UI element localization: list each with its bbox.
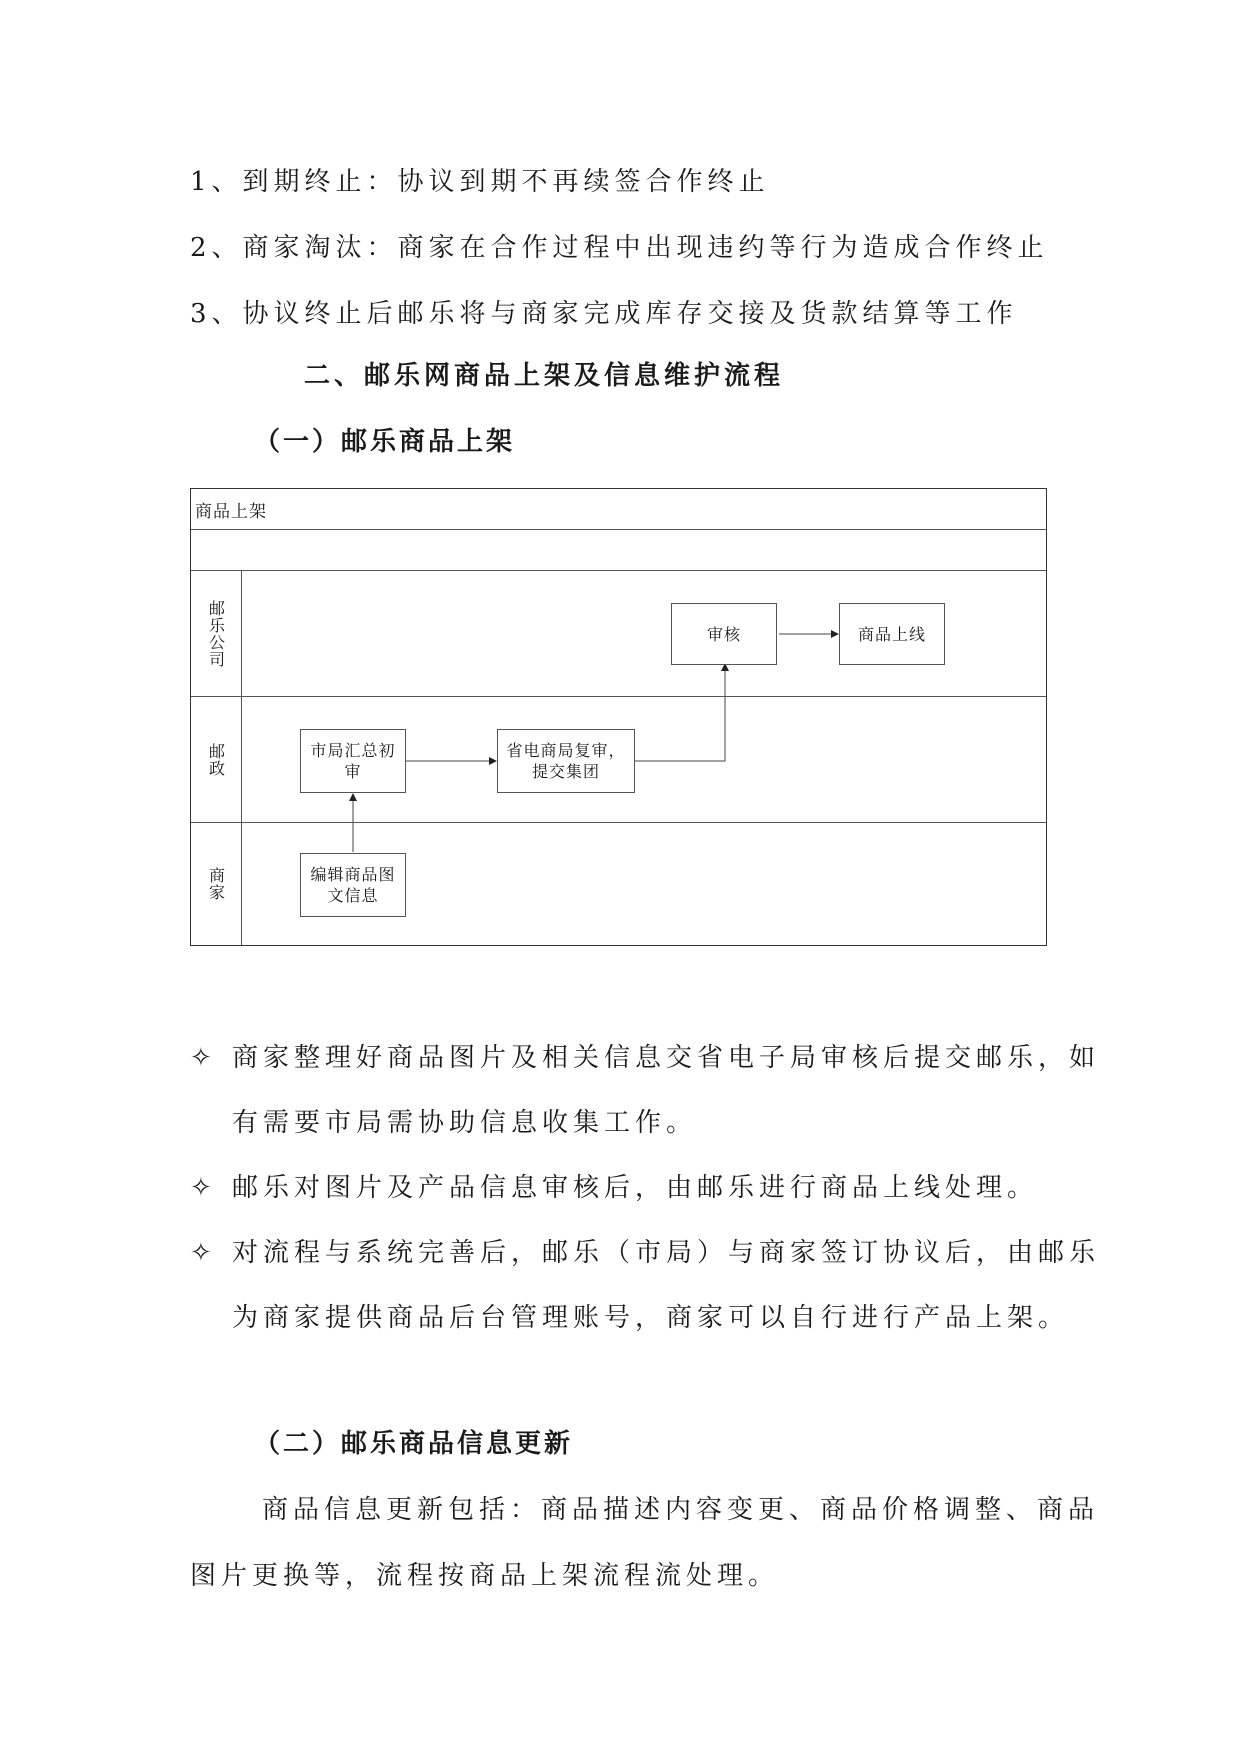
node-province-review [497, 729, 635, 793]
bullet-mark-2: ✧ [190, 1173, 212, 1203]
subsection-2-title: （二）邮乐商品信息更新 [254, 1429, 574, 1459]
listing-flowchart [190, 488, 1047, 946]
bullet-1 [190, 1040, 1100, 1076]
node-online-label: 商品上线 [857, 624, 926, 644]
node-online [839, 603, 945, 665]
node-review-label: 审核 [706, 624, 741, 644]
section-title: 二、邮乐网商品上架及信息维护流程 [304, 361, 785, 391]
update-paragraph-line-2: 图片更换等，流程按商品上架流程流处理。 [190, 1561, 780, 1591]
lane-label-post: 邮政 [206, 742, 226, 777]
node-city-review [300, 729, 406, 793]
bullet-3 [190, 1235, 1100, 1271]
node-province-review-label: 省电商局复审，提交集团 [506, 741, 626, 781]
update-paragraph-line-1: 商品信息更新包括：商品描述内容变更、商品价格调整、商品 [262, 1495, 1100, 1525]
bullet-2-line-1: 邮乐对图片及产品信息审核后，由邮乐进行商品上线处理。 [232, 1173, 1039, 1203]
lane-label-merchant: 商家 [206, 867, 226, 901]
bullet-mark-3: ✧ [190, 1238, 212, 1268]
bullet-1-line-2: 有需要市局需协助信息收集工作。 [232, 1108, 698, 1138]
bullet-3-line-1: 对流程与系统完善后，邮乐（市局）与商家签订协议后，由邮乐 [232, 1238, 1101, 1268]
node-edit-info-label: 编辑商品图文信息 [310, 865, 396, 905]
flowchart-title: 商品上架 [195, 502, 267, 522]
node-edit-info [300, 853, 406, 917]
node-city-review-label: 市局汇总初审 [310, 741, 396, 781]
subsection-1-title: （一）邮乐商品上架 [254, 427, 516, 457]
lane-label-youle: 邮乐公司 [206, 599, 226, 668]
termination-item-3: 3、协议终止后邮乐将与商家完成库存交接及货款结算等工作 [190, 299, 1018, 329]
termination-item-1: 1、到期终止：协议到期不再续签合作终止 [190, 167, 770, 197]
bullet-1-line-1: 商家整理好商品图片及相关信息交省电子局审核后提交邮乐，如 [232, 1043, 1101, 1073]
bullet-mark-1: ✧ [190, 1043, 212, 1073]
bullet-2 [190, 1170, 1038, 1206]
termination-item-2: 2、商家淘汰：商家在合作过程中出现违约等行为造成合作终止 [190, 233, 1049, 263]
arrow-province-to-review [634, 664, 725, 761]
bullet-3-line-2: 为商家提供商品后台管理账号，商家可以自行进行产品上架。 [232, 1303, 1070, 1333]
node-review [671, 603, 777, 665]
